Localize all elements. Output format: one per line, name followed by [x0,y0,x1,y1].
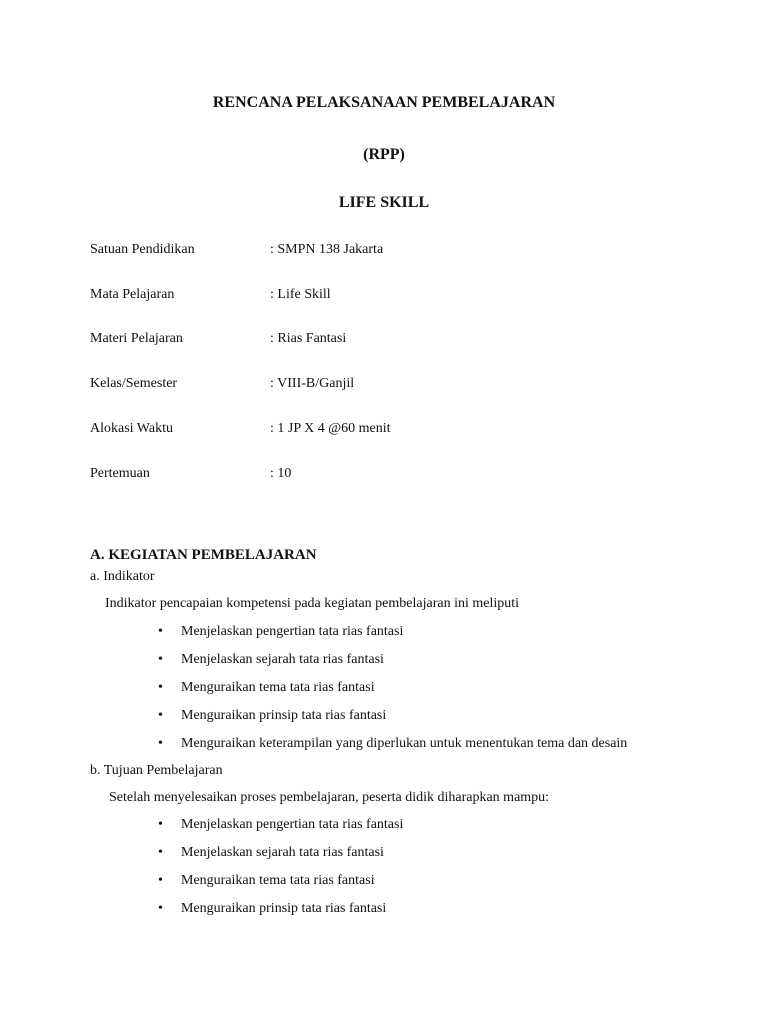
info-value: : 1 JP X 4 @60 menit [270,421,391,436]
bullet-icon: • [158,901,163,916]
document-abbreviation: (RPP) [363,146,405,163]
info-value: : VIII-B/Ganjil [270,376,355,391]
info-value: : SMPN 138 Jakarta [270,242,384,257]
subsection-label-indikator: a. Indikator [90,569,155,584]
list-item [158,652,384,668]
list-item [158,708,386,724]
bullet-icon: • [158,652,163,667]
info-label: Alokasi Waktu [90,421,173,436]
info-label: Pertemuan [90,466,150,481]
list-item [158,680,375,696]
info-row-materi-pelajaran [90,331,690,351]
list-item-text: Menguraikan keterampilan yang diperlukan untuk menentukan tema dan desain [181,736,628,751]
info-label: Kelas/Semester [90,376,178,391]
list-item-text: Menguraikan tema tata rias fantasi [181,680,375,695]
list-item-text: Menjelaskan sejarah tata rias fantasi [181,652,384,667]
info-row-pertemuan [90,466,690,486]
info-value: : Rias Fantasi [270,331,347,346]
list-item [158,845,384,861]
info-row-alokasi-waktu [90,421,690,441]
list-item-text: Menjelaskan pengertian tata rias fantasi [181,624,404,639]
bullet-icon: • [158,624,163,639]
tujuan-intro: Setelah menyelesaikan proses pembelajaran, peserta didik diharapkan mampu: [109,790,550,805]
list-item-text: Menjelaskan sejarah tata rias fantasi [181,845,384,860]
list-item-text: Menguraikan tema tata rias fantasi [181,873,375,888]
indikator-intro: Indikator pencapaian kompetensi pada kegiatan pembelajaran ini meliputi [105,596,520,611]
info-row-kelas-semester [90,376,690,396]
list-item-text: Menjelaskan pengertian tata rias fantasi [181,817,404,832]
section-heading: A. KEGIATAN PEMBELAJARAN [90,547,317,563]
bullet-icon: • [158,680,163,695]
subject-title: LIFE SKILL [338,194,430,211]
bullet-icon: • [158,736,163,751]
bullet-icon: • [158,708,163,723]
list-item-text: Menguraikan prinsip tata rias fantasi [181,708,387,723]
list-item [158,736,627,752]
info-label: Materi Pelajaran [90,331,183,346]
bullet-icon: • [158,845,163,860]
info-label: Mata Pelajaran [90,287,175,302]
info-row-mata-pelajaran [90,287,690,307]
info-label: Satuan Pendidikan [90,242,195,257]
list-item [158,624,403,640]
list-item [158,817,403,833]
list-item [158,901,386,917]
subsection-label-tujuan: b. Tujuan Pembelajaran [90,763,223,778]
info-value: : 10 [270,466,292,481]
info-row-satuan-pendidikan [90,242,690,262]
bullet-icon: • [158,817,163,832]
list-item [158,873,375,889]
bullet-icon: • [158,873,163,888]
document-title: RENCANA PELAKSANAAN PEMBELAJARAN [212,94,556,111]
info-value: : Life Skill [270,287,331,302]
list-item-text: Menguraikan prinsip tata rias fantasi [181,901,387,916]
